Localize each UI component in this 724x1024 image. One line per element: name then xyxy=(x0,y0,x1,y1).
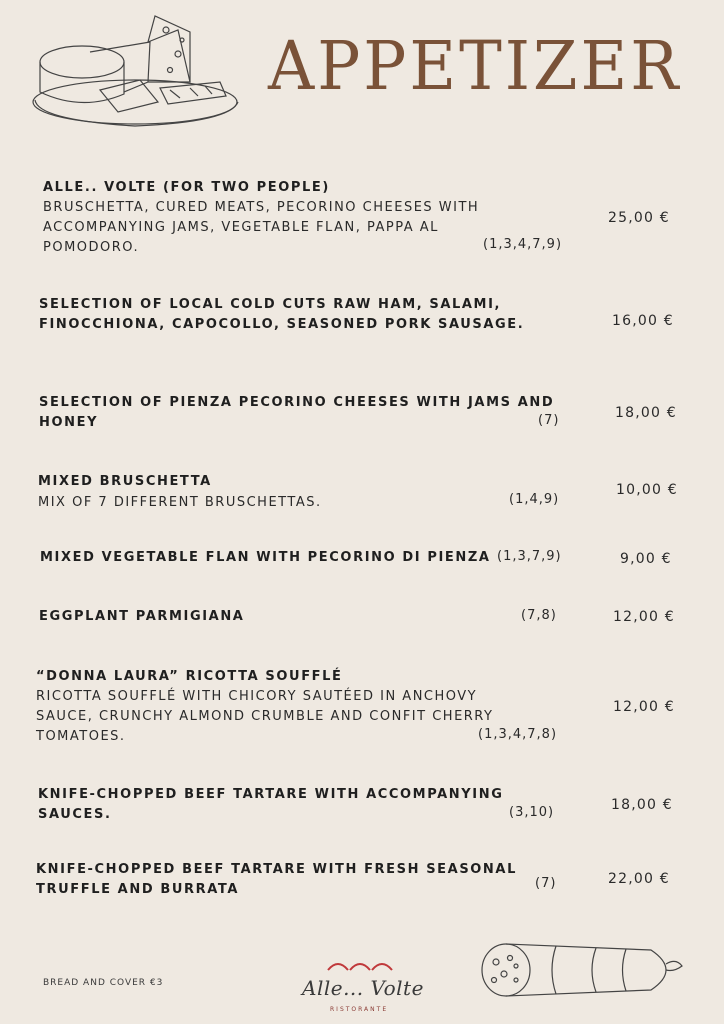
item-allergens: (1,3,7,9) xyxy=(497,549,562,564)
item-price: 16,00 € xyxy=(612,313,674,329)
item-name: KNIFE-CHOPPED BEEF TARTARE WITH ACCOMPANYING SAUCES. xyxy=(38,787,504,822)
bread-and-cover-note: BREAD AND COVER €3 xyxy=(43,978,164,988)
item-description: MIX OF 7 DIFFERENT BRUSCHETTAS. xyxy=(38,495,322,510)
item-price: 12,00 € xyxy=(613,699,675,715)
item-price: 22,00 € xyxy=(608,871,670,887)
item-allergens: (7,8) xyxy=(521,608,557,623)
item-price: 18,00 € xyxy=(615,405,677,421)
item-name: SELECTION OF PIENZA PECORINO CHEESES WITH JAMS AND HONEY xyxy=(39,395,555,430)
logo-subtitle: RISTORANTE xyxy=(330,1006,389,1013)
item-allergens: (1,3,4,7,9) xyxy=(483,237,563,252)
item-name: SELECTION OF LOCAL COLD CUTS RAW HAM, SALAMI, FINOCCHIONA, CAPOCOLLO, SEASONED PORK SAUSAGE. xyxy=(39,297,525,332)
item-description: BRUSCHETTA, CURED MEATS, PECORINO CHEESES WITH ACCOMPANYING JAMS, VEGETABLE FLAN, PAPPA AL POMODORO. xyxy=(43,200,480,255)
item-allergens: (1,4,9) xyxy=(509,492,560,507)
page-title: APPETIZER xyxy=(268,28,682,106)
item-allergens: (7) xyxy=(538,413,560,428)
cheese-board-illustration xyxy=(30,12,245,132)
item-name: EGGPLANT PARMIGIANA xyxy=(39,609,245,624)
item-name: KNIFE-CHOPPED BEEF TARTARE WITH FRESH SEASONAL TRUFFLE AND BURRATA xyxy=(36,862,517,897)
item-name: MIXED VEGETABLE FLAN WITH PECORINO DI PIENZA xyxy=(40,550,491,565)
item-price: 10,00 € xyxy=(616,482,678,498)
item-name: “DONNA LAURA” RICOTTA SOUFFLÉ xyxy=(36,669,343,684)
item-name: ALLE.. VOLTE (FOR TWO PEOPLE) xyxy=(43,180,330,195)
item-price: 25,00 € xyxy=(608,210,670,226)
item-allergens: (7) xyxy=(535,876,557,891)
item-price: 12,00 € xyxy=(613,609,675,625)
salami-illustration xyxy=(476,936,688,1002)
item-description: RICOTTA SOUFFLÉ WITH CHICORY SAUTÉED IN ANCHOVY SAUCE, CRUNCHY ALMOND CRUMBLE AND CONFIT CHERRY TOMATOES. xyxy=(36,689,494,744)
item-price: 18,00 € xyxy=(611,797,673,813)
item-allergens: (1,3,4,7,8) xyxy=(478,727,558,742)
item-name: MIXED BRUSCHETTA xyxy=(38,474,212,489)
item-allergens: (3,10) xyxy=(509,805,555,820)
item-price: 9,00 € xyxy=(620,551,672,567)
logo-text: Alle... Volte xyxy=(302,976,424,1000)
